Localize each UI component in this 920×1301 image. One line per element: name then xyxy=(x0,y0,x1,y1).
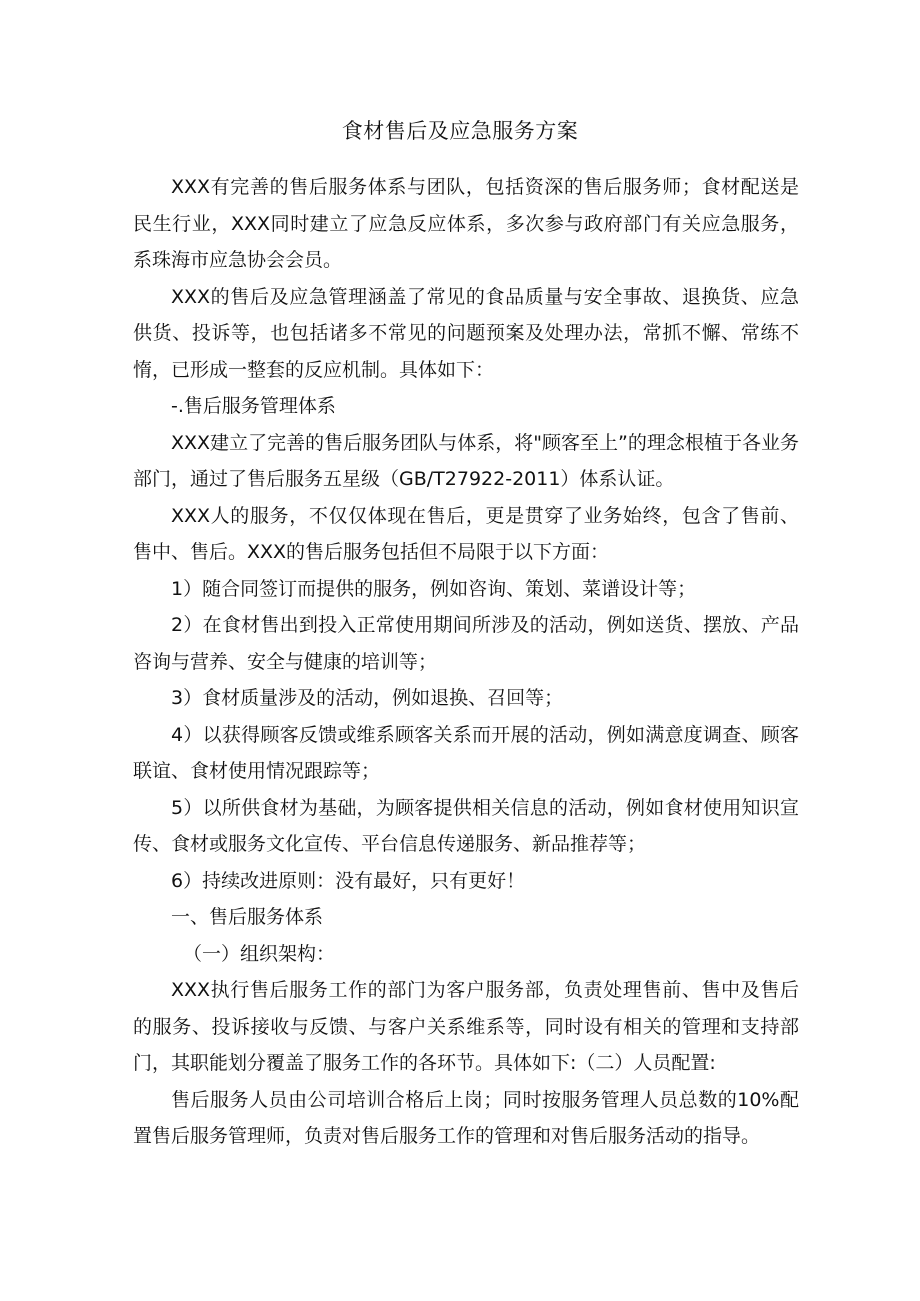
list-item-4: 4）以获得顾客反馈或维系顾客关系而开展的活动，例如满意度调查、顾客联谊、食材使用情况跟踪等； xyxy=(133,723,799,782)
list-item-6: 6）持续改进原则：没有最好，只有更好！ xyxy=(171,869,526,892)
paragraph-emergency-scope: XXX的售后及应急管理涵盖了常见的食品质量与安全事故、退换货、应急供货、投诉等，也包括诸多不常见的问题预案及处理办法，常抓不懈、常练不惰，已形成一整套的反应机制。具体如下： xyxy=(133,285,799,381)
list-item-1: 1）随合同签订而提供的服务，例如咨询、策划、菜谱设计等； xyxy=(171,577,697,600)
paragraph-service-scope: XXX人的服务，不仅仅体现在售后，更是贯穿了业务始终，包含了售前、售中、售后。XXX的售后服务包括但不局限于以下方面： xyxy=(133,504,799,563)
section-heading-management-system: -.售后服务管理体系 xyxy=(171,395,336,417)
document-title: 食材售后及应急服务方案 xyxy=(341,119,579,143)
subheading-organization: （一）组织架构： xyxy=(183,942,336,965)
list-item-3: 3）食材质量涉及的活动，例如退换、召回等； xyxy=(171,687,564,709)
document-body xyxy=(133,169,799,1155)
paragraph-organization: XXX执行售后服务工作的部门为客户服务部，负责处理售前、售中及售后的服务、投诉接收与反馈、与客户关系维系等，同时设有相关的管理和支持部门，其职能划分覆盖了服务工作的各环节。具体如下:（二）人员配置: xyxy=(133,979,799,1074)
section-heading-after-sales-system: 一、售后服务体系 xyxy=(171,906,324,928)
list-item-2: 2）在食材售出到投入正常使用期间所涉及的活动，例如送货、摆放、产品咨询与营养、安全与健康的培训等； xyxy=(133,614,799,673)
paragraph-staffing: 售后服务人员由公司培训合格后上岗；同时按服务管理人员总数的10%配置售后服务管理师，负责对售后服务工作的管理和对售后服务活动的指导。 xyxy=(133,1088,799,1147)
paragraph-certification: XXX建立了完善的售后服务团队与体系，将"顾客至上”的理念根植于各业务部门，通过了售后服务五星级（GB/T27922-2011）体系认证。 xyxy=(133,431,799,490)
paragraph-intro: XXX有完善的售后服务体系与团队，包括资深的售后服务师；食材配送是民生行业，XXX同时建立了应急反应体系，多次参与政府部门有关应急服务，系珠海市应急协会会员。 xyxy=(133,176,799,271)
list-item-5: 5）以所供食材为基础，为顾客提供相关信息的活动，例如食材使用知识宣传、食材或服务文化宣传、平台信息传递服务、新品推荐等； xyxy=(133,796,799,855)
